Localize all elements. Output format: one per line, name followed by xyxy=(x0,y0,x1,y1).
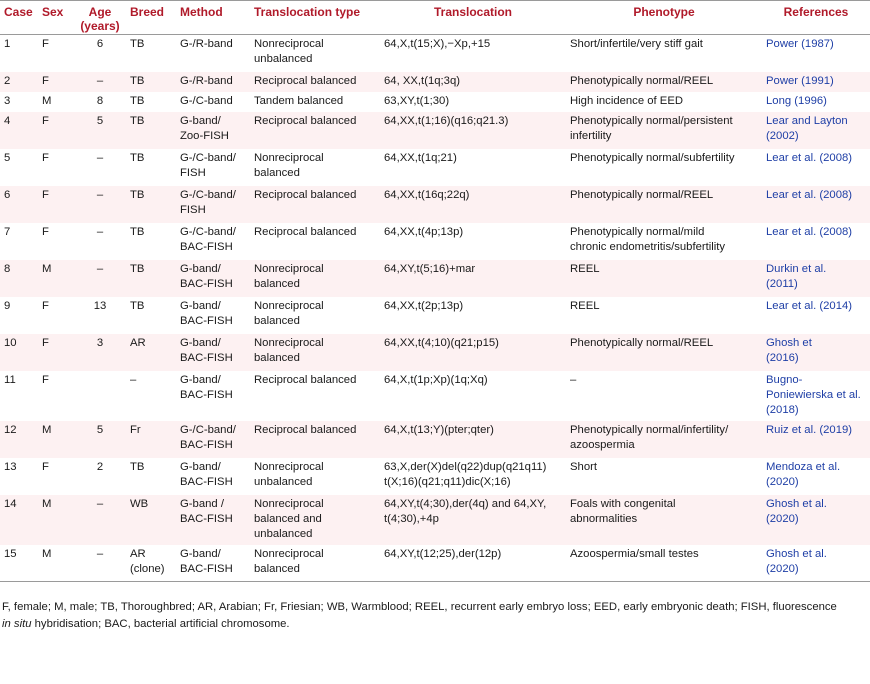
cell-age: 6 xyxy=(96,38,104,50)
cell-translocation-type xyxy=(250,545,380,582)
table-body xyxy=(0,35,870,582)
cell-case: 9 xyxy=(4,299,11,312)
cell-translocation xyxy=(380,334,566,371)
cell-phenotype xyxy=(566,297,762,334)
cell-line: TB xyxy=(130,114,145,127)
cell-phenotype xyxy=(566,35,762,72)
cell-case: 12 xyxy=(0,421,38,458)
cell-sex: F xyxy=(42,151,49,164)
cell-line: G-/C-band/ xyxy=(180,423,236,436)
cell-age: – xyxy=(74,545,126,582)
cell-line: 64,XX,t(1q;21) xyxy=(384,151,457,164)
cell-line: balanced xyxy=(254,351,300,364)
cell-reference xyxy=(762,260,870,297)
cell-line: 64, XX,t(1q;3q) xyxy=(384,74,460,87)
cell-line: FISH xyxy=(180,166,206,179)
reference-link[interactable]: Poniewierska et al. xyxy=(766,388,861,401)
cell-translocation xyxy=(380,112,566,149)
reference-link[interactable]: Durkin et al. xyxy=(766,262,827,275)
table-header-row xyxy=(0,1,870,35)
cell-translocation-type xyxy=(250,149,380,186)
cell-translocation-type xyxy=(250,334,380,371)
cell-reference xyxy=(762,297,870,334)
cell-translocation xyxy=(380,223,566,260)
cell-sex: F xyxy=(38,186,74,223)
cell-line: High incidence of EED xyxy=(570,94,684,107)
reference-link[interactable]: Ghosh et xyxy=(766,336,812,349)
footnote-line-2: hybridisation; BAC, bacterial artificial chromosome. xyxy=(31,618,290,630)
footnote-italic: in situ xyxy=(2,618,32,630)
reference-link[interactable]: Lear et al. (2008) xyxy=(766,151,853,164)
cell-line: 63,XY,t(1;30) xyxy=(384,94,450,107)
cell-method xyxy=(176,112,250,149)
reference-link[interactable]: Bugno- xyxy=(766,373,803,386)
cell-sex: M xyxy=(42,94,52,107)
cell-translocation-type xyxy=(250,371,380,421)
cell-line: Nonreciprocal xyxy=(254,336,324,349)
cell-line: 64,XY,t(5;16)+mar xyxy=(384,262,476,275)
cell-line: TB xyxy=(130,299,145,312)
cell-line: TB xyxy=(130,262,145,275)
table-row xyxy=(0,35,870,72)
cell-translocation-type xyxy=(250,297,380,334)
cell-line: Phenotypically normal/REEL xyxy=(570,74,714,87)
table-row xyxy=(0,495,870,545)
cell-line: balanced xyxy=(254,277,300,290)
cell-line: Phenotypically normal/infertility/ xyxy=(570,423,729,436)
cell-line: – xyxy=(570,373,577,386)
cell-translocation xyxy=(380,186,566,223)
cell-method xyxy=(176,458,250,495)
cell-line: BAC-FISH xyxy=(180,314,233,327)
cell-line: balanced xyxy=(254,562,300,575)
header-references: References xyxy=(762,1,870,35)
header-translocation-type: Translocation type xyxy=(250,1,380,35)
cell-line: G-/C-band xyxy=(180,94,233,107)
cell-line: G-band/ xyxy=(180,336,221,349)
reference-link[interactable]: (2020) xyxy=(766,475,799,488)
cell-sex: F xyxy=(42,460,49,473)
cell-reference xyxy=(762,72,870,92)
cell-phenotype xyxy=(566,149,762,186)
cell-translocation xyxy=(380,92,566,112)
cell-line: G-/C-band/ xyxy=(180,225,236,238)
reference-link[interactable]: Lear and Layton xyxy=(766,114,848,127)
cell-translocation xyxy=(380,545,566,582)
cell-phenotype xyxy=(566,458,762,495)
cell-age: – xyxy=(74,72,126,92)
cell-line: balanced xyxy=(254,314,300,327)
cell-case: 10 xyxy=(0,334,38,371)
cell-sex: F xyxy=(42,373,49,386)
cell-phenotype xyxy=(566,92,762,112)
cell-case: 6 xyxy=(0,186,38,223)
cell-line: BAC-FISH xyxy=(180,388,233,401)
table-row xyxy=(0,149,870,186)
cell-line: Azoospermia/small testes xyxy=(570,547,699,560)
cell-line: TB xyxy=(130,151,145,164)
reference-link[interactable]: Ghosh et al. xyxy=(766,497,827,510)
cell-age: 3 xyxy=(74,334,126,371)
cell-method xyxy=(176,35,250,72)
footnote-line-1: F, female; M, male; TB, Thoroughbred; AR, Arabian; Fr, Friesian; WB, Warmblood; REEL, recurrent early embryo loss; EED, early embryonic death; FISH, fluorescence xyxy=(2,601,837,613)
cell-reference xyxy=(762,35,870,72)
table-row xyxy=(0,112,870,149)
cell-case: 14 xyxy=(0,495,38,545)
cell-age: – xyxy=(74,495,126,545)
cell-age: 2 xyxy=(96,460,104,473)
table-row xyxy=(0,334,870,371)
cell-line: Foals with congenital xyxy=(570,497,676,510)
cell-phenotype xyxy=(566,545,762,582)
cell-line: BAC-FISH xyxy=(180,277,233,290)
cell-line: AR xyxy=(130,336,146,349)
reference-link[interactable]: (2020) xyxy=(766,512,799,525)
reference-link[interactable]: Long (1996) xyxy=(766,94,827,107)
header-phenotype: Phenotype xyxy=(566,1,762,35)
cell-line: 64,X,t(15;X),−Xp,+15 xyxy=(384,38,491,50)
cell-line: abnormalities xyxy=(570,512,638,525)
cell-line: Nonreciprocal xyxy=(254,151,324,164)
reference-link[interactable]: (2020) xyxy=(766,562,799,575)
cell-breed xyxy=(126,149,176,186)
cell-line: Fr xyxy=(130,423,141,436)
cell-breed xyxy=(126,334,176,371)
cell-line: Phenotypically normal/mild xyxy=(570,225,705,238)
cell-line: (clone) xyxy=(130,562,165,575)
cell-line: Short xyxy=(570,460,598,473)
cell-breed xyxy=(126,186,176,223)
cell-translocation-type xyxy=(250,260,380,297)
cell-breed xyxy=(126,495,176,545)
cell-sex: F xyxy=(38,334,74,371)
cell-age: – xyxy=(74,260,126,297)
cell-line: G-band / xyxy=(180,497,224,510)
cell-case: 7 xyxy=(4,225,11,238)
cell-line: 64,X,t(13;Y)(pter;qter) xyxy=(384,423,494,436)
cell-sex: F xyxy=(38,72,74,92)
cell-breed xyxy=(126,223,176,260)
cell-line: unbalanced xyxy=(254,527,313,540)
reference-link[interactable]: Power (1987) xyxy=(766,38,834,50)
cell-line: G-band/ xyxy=(180,299,221,312)
cell-translocation-type xyxy=(250,35,380,72)
reference-link[interactable]: Lear et al. (2008) xyxy=(766,188,853,201)
cell-breed xyxy=(126,297,176,334)
header-method: Method xyxy=(176,1,250,35)
cell-phenotype xyxy=(566,495,762,545)
cell-phenotype xyxy=(566,260,762,297)
cell-line: Phenotypically normal/persistent xyxy=(570,114,733,127)
table-row xyxy=(0,421,870,458)
cell-line: Nonreciprocal xyxy=(254,497,324,510)
cell-line: TB xyxy=(130,94,145,107)
cell-reference xyxy=(762,223,870,260)
cell-case: 15 xyxy=(0,545,38,582)
cell-age: – xyxy=(74,186,126,223)
cell-translocation xyxy=(380,458,566,495)
cell-sex: M xyxy=(38,421,74,458)
reference-link[interactable]: (2018) xyxy=(766,403,799,416)
table-row xyxy=(0,186,870,223)
cell-age: – xyxy=(96,225,104,238)
cell-line: Nonreciprocal xyxy=(254,460,324,473)
cell-method xyxy=(176,297,250,334)
cell-case: 3 xyxy=(4,94,11,107)
cell-line: BAC-FISH xyxy=(180,240,233,253)
cell-line: Phenotypically normal/REEL xyxy=(570,336,714,349)
cell-line: Phenotypically normal/subfertility xyxy=(570,151,735,164)
cell-translocation xyxy=(380,421,566,458)
cell-phenotype xyxy=(566,112,762,149)
cell-translocation xyxy=(380,260,566,297)
cell-line: 64,XX,t(4p;13p) xyxy=(384,225,464,238)
reference-link[interactable]: (2011) xyxy=(766,277,798,290)
cell-line: TB xyxy=(130,74,145,87)
cell-method xyxy=(176,149,250,186)
cell-case: 8 xyxy=(0,260,38,297)
cell-line: Nonreciprocal xyxy=(254,38,324,50)
reference-link[interactable]: Power (1991) xyxy=(766,74,834,87)
cell-sex: F xyxy=(38,112,74,149)
table-footnote xyxy=(0,599,870,633)
cell-reference xyxy=(762,149,870,186)
cell-line: Reciprocal balanced xyxy=(254,225,357,238)
table-row xyxy=(0,92,870,112)
cell-phenotype xyxy=(566,371,762,421)
cell-line: Phenotypically normal/REEL xyxy=(570,188,714,201)
cell-breed xyxy=(126,112,176,149)
cell-line: BAC-FISH xyxy=(180,351,233,364)
cell-reference xyxy=(762,421,870,458)
table-row xyxy=(0,223,870,260)
reference-link[interactable]: Mendoza et al. xyxy=(766,460,841,473)
cell-line: unbalanced xyxy=(254,475,313,488)
cell-breed xyxy=(126,545,176,582)
cell-line: G-band/ xyxy=(180,547,221,560)
cell-line: Short/infertile/very stiff gait xyxy=(570,38,703,50)
reference-link[interactable]: Ghosh et al. xyxy=(766,547,827,560)
cell-line: G-band/ xyxy=(180,373,221,386)
cell-line: Nonreciprocal xyxy=(254,262,324,275)
reference-link[interactable]: Ruiz et al. (2019) xyxy=(766,423,853,436)
cell-line: Tandem balanced xyxy=(254,94,344,107)
cell-line: balanced xyxy=(254,166,300,179)
cell-translocation xyxy=(380,371,566,421)
cell-line: 64,X,t(1p;Xp)(1q;Xq) xyxy=(384,373,488,386)
header-case: Case xyxy=(0,1,38,35)
cell-age: 13 xyxy=(93,299,107,312)
table-row xyxy=(0,72,870,92)
cell-age: 5 xyxy=(74,112,126,149)
cell-line: – xyxy=(130,373,137,386)
cell-translocation-type xyxy=(250,458,380,495)
cell-line: azoospermia xyxy=(570,438,635,451)
reference-link[interactable]: (2002) xyxy=(766,129,799,142)
table-row xyxy=(0,545,870,582)
cell-method xyxy=(176,223,250,260)
cell-phenotype xyxy=(566,334,762,371)
cell-breed xyxy=(126,72,176,92)
cell-reference xyxy=(762,371,870,421)
cell-line: t(X;16)(q21;q11)dic(X;16) xyxy=(384,475,511,488)
cell-line: AR xyxy=(130,547,146,560)
cell-case: 13 xyxy=(4,460,17,473)
table-row xyxy=(0,297,870,334)
cell-line: G-band/ xyxy=(180,460,221,473)
cell-method xyxy=(176,371,250,421)
cell-translocation-type xyxy=(250,223,380,260)
cell-translocation xyxy=(380,495,566,545)
cell-line: Nonreciprocal xyxy=(254,299,324,312)
cell-line: Reciprocal balanced xyxy=(254,74,357,87)
cell-line: G-/C-band/ xyxy=(180,151,236,164)
reference-link[interactable]: Lear et al. (2014) xyxy=(766,299,853,312)
cell-line: G-/R-band xyxy=(180,74,233,87)
cell-method xyxy=(176,260,250,297)
cell-method xyxy=(176,495,250,545)
cell-line: TB xyxy=(130,38,145,50)
header-breed: Breed xyxy=(126,1,176,35)
cell-phenotype xyxy=(566,421,762,458)
cell-line: chronic endometritis/subfertility xyxy=(570,240,726,253)
cell-phenotype xyxy=(566,72,762,92)
cell-case: 1 xyxy=(4,38,11,50)
cell-breed xyxy=(126,371,176,421)
cell-line: TB xyxy=(130,188,145,201)
cell-phenotype xyxy=(566,223,762,260)
header-sex: Sex xyxy=(38,1,74,35)
cell-age: 5 xyxy=(74,421,126,458)
cell-method xyxy=(176,72,250,92)
cell-line: unbalanced xyxy=(254,53,313,65)
cell-translocation xyxy=(380,72,566,92)
cell-line: G-/R-band xyxy=(180,38,233,50)
cell-line: TB xyxy=(130,460,145,473)
cell-sex: F xyxy=(42,299,49,312)
cell-phenotype xyxy=(566,186,762,223)
cell-line: 64,XX,t(16q;22q) xyxy=(384,188,470,201)
cell-case: 4 xyxy=(0,112,38,149)
cell-translocation-type xyxy=(250,421,380,458)
reference-link[interactable]: (2016) xyxy=(766,351,799,364)
cell-method xyxy=(176,334,250,371)
cell-sex: F xyxy=(42,225,49,238)
cell-line: G-band/ xyxy=(180,114,221,127)
header-translocation: Translocation xyxy=(380,1,566,35)
cell-line: Reciprocal balanced xyxy=(254,373,357,386)
cell-line: TB xyxy=(130,225,145,238)
cell-line: 64,XY,t(4;30),der(4q) and 64,XY, xyxy=(384,497,547,510)
cell-breed xyxy=(126,92,176,112)
cell-translocation xyxy=(380,149,566,186)
cell-age xyxy=(74,371,126,421)
cell-line: Reciprocal balanced xyxy=(254,423,357,436)
cell-translocation xyxy=(380,35,566,72)
cell-translocation-type xyxy=(250,495,380,545)
cell-reference xyxy=(762,112,870,149)
cell-line: Nonreciprocal xyxy=(254,547,324,560)
table-row xyxy=(0,371,870,421)
cell-line: 64,XX,t(4;10)(q21;p15) xyxy=(384,336,499,349)
cell-case: 2 xyxy=(0,72,38,92)
header-age: Age (years) xyxy=(74,1,126,35)
cell-case: 11 xyxy=(4,373,16,386)
cell-line: BAC-FISH xyxy=(180,512,233,525)
cell-sex: F xyxy=(42,38,49,50)
cell-translocation-type xyxy=(250,92,380,112)
cell-reference xyxy=(762,334,870,371)
reference-link[interactable]: Lear et al. (2008) xyxy=(766,225,853,238)
cell-line: REEL xyxy=(570,299,600,312)
cell-age: – xyxy=(96,151,104,164)
cell-translocation xyxy=(380,297,566,334)
cell-line: balanced and xyxy=(254,512,322,525)
cell-line: BAC-FISH xyxy=(180,475,233,488)
cell-sex: M xyxy=(38,495,74,545)
cell-line: WB xyxy=(130,497,149,510)
cell-method xyxy=(176,545,250,582)
cell-line: Reciprocal balanced xyxy=(254,114,357,127)
cell-line: 64,XY,t(12;25),der(12p) xyxy=(384,547,502,560)
cell-breed xyxy=(126,260,176,297)
cell-line: Zoo-FISH xyxy=(180,129,229,142)
table-row xyxy=(0,458,870,495)
cell-line: REEL xyxy=(570,262,600,275)
cell-method xyxy=(176,92,250,112)
cell-line: G-/C-band/ xyxy=(180,188,236,201)
cell-line: BAC-FISH xyxy=(180,438,233,451)
cell-reference xyxy=(762,186,870,223)
cell-breed xyxy=(126,421,176,458)
cell-breed xyxy=(126,35,176,72)
cell-reference xyxy=(762,92,870,112)
cell-line: 64,XX,t(2p;13p) xyxy=(384,299,464,312)
cell-line: BAC-FISH xyxy=(180,562,233,575)
cell-line: infertility xyxy=(570,129,612,142)
cell-breed xyxy=(126,458,176,495)
cell-line: FISH xyxy=(180,203,206,216)
cell-sex: M xyxy=(38,260,74,297)
cell-translocation-type xyxy=(250,112,380,149)
cell-reference xyxy=(762,458,870,495)
cell-line: 64,XX,t(1;16)(q16;q21.3) xyxy=(384,114,509,127)
cell-case: 5 xyxy=(4,151,11,164)
cell-translocation-type xyxy=(250,72,380,92)
cell-age: 8 xyxy=(96,94,104,107)
cell-line: t(4;30),+4p xyxy=(384,512,439,525)
cell-method xyxy=(176,421,250,458)
cell-method xyxy=(176,186,250,223)
cell-line: 63,X,der(X)del(q22)dup(q21q11) xyxy=(384,460,547,473)
cell-reference xyxy=(762,495,870,545)
table-row xyxy=(0,260,870,297)
cell-translocation-type xyxy=(250,186,380,223)
cell-sex: M xyxy=(38,545,74,582)
cell-line: Reciprocal balanced xyxy=(254,188,357,201)
cell-reference xyxy=(762,545,870,582)
cell-line: G-band/ xyxy=(180,262,221,275)
